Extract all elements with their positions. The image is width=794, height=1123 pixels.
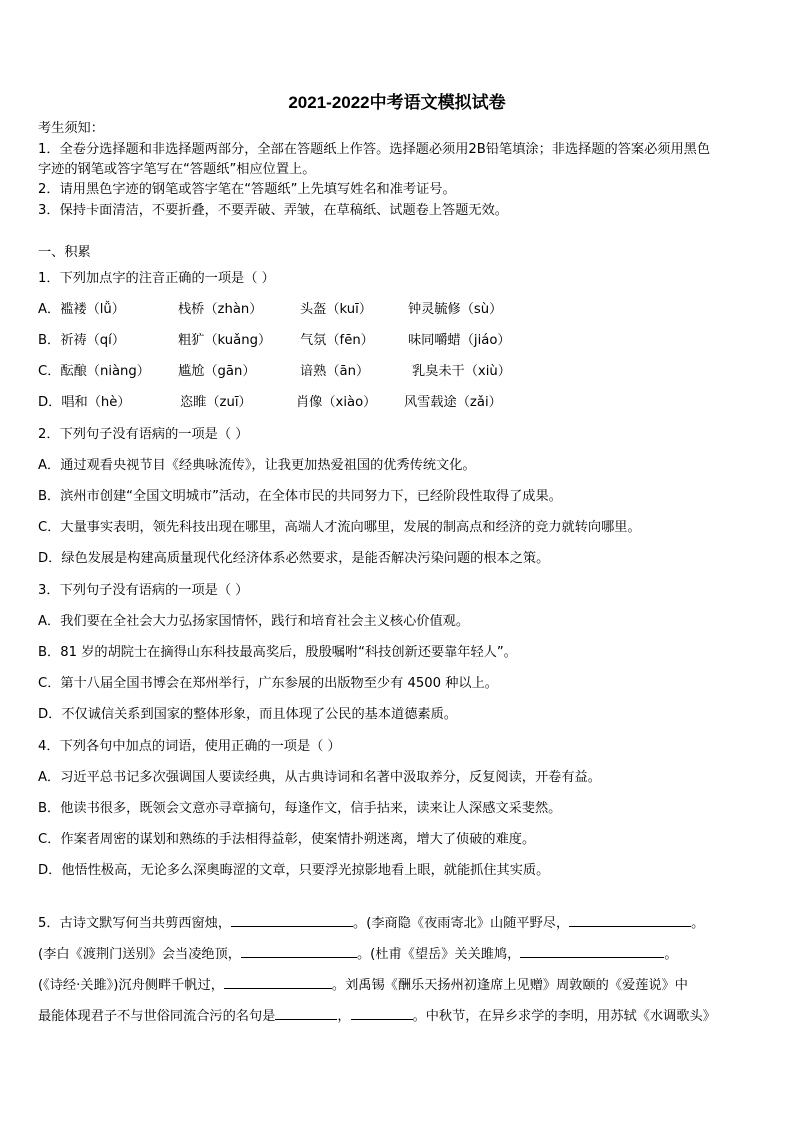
q1-option-c-4: 乳臭未干（xiù） <box>412 364 511 379</box>
q5-text: 。刘禹锡《酬乐天扬州初逢席上见赠》周敦颐的《爱莲说》中 <box>331 978 688 993</box>
q2-stem: 2．下列句子没有语病的一项是（ ） <box>38 427 249 442</box>
q5-text: 最能体现君子不与世俗同流合污的名句是 <box>38 1009 276 1024</box>
q2-option-a: A．通过观看央视节目《经典咏流传》，让我更加热爱祖国的优秀传统文化。 <box>38 458 476 473</box>
q4-option-d: D．他悟性极高，无论多么深奥晦涩的文章，只要浮光掠影地看上眼，就能抓住其实质。 <box>38 863 550 878</box>
q5-line-2 <box>38 945 678 964</box>
q1-stem: 1．下列加点字的注音正确的一项是（ ） <box>38 271 275 286</box>
answer-blank[interactable] <box>224 976 332 989</box>
answer-blank[interactable] <box>569 914 691 927</box>
q4-stem: 4．下列各句中加点的词语，使用正确的一项是（ ） <box>38 739 341 754</box>
q1-option-a-3: 头盔（kuī） <box>300 302 373 317</box>
q1-option-c-1: C．酝酿（niàng） <box>38 364 150 379</box>
q5-line-1 <box>38 914 704 933</box>
notice-item-1-line-2: 字迹的钢笔或答字笔写在“答题纸”相应位置上。 <box>38 162 316 177</box>
notice-item-2: 2．请用黑色字迹的钢笔或答字笔在“答题纸”上先填写姓名和准考证号。 <box>38 182 456 197</box>
q3-option-a: A．我们要在全社会大力弘扬家国情怀，践行和培育社会主义核心价值观。 <box>38 614 470 629</box>
q1-option-b-1: B．祈祷（qí） <box>38 333 126 348</box>
q1-option-a-2: 栈桥（zhàn） <box>178 302 263 317</box>
q5-line-4 <box>38 1007 716 1026</box>
q5-line-3 <box>38 976 688 995</box>
q1-option-a-1: A．褴褛（lǚ） <box>38 302 125 317</box>
q1-option-d-3: 肖像（xiào） <box>296 395 377 410</box>
answer-blank[interactable] <box>231 914 353 927</box>
notice-heading: 考生须知： <box>38 121 104 136</box>
q3-option-c: C．第十八届全国书博会在郑州举行，广东参展的出版物至少有 4500 种以上。 <box>38 676 498 691</box>
q1-option-d-1: D．唱和（hè） <box>38 395 131 410</box>
q3-option-d: D．不仅诚信关系到国家的整体形象，而且体现了公民的基本道德素质。 <box>38 707 457 722</box>
section-heading: 一、积累 <box>38 245 91 260</box>
q2-option-c: C．大量事实表明，领先科技出现在哪里，高端人才流向哪里，发展的制高点和经济的竞力就转向哪里。 <box>38 520 641 535</box>
notice-item-3: 3．保持卡面清洁，不要折叠，不要弄破、弄皱，在草稿纸、试题卷上答题无效。 <box>38 203 508 218</box>
q5-text: 。 <box>691 916 705 931</box>
q1-option-b-3: 气氛（fēn） <box>300 333 374 348</box>
q5-text: 。中秋节，在异乡求学的李明，用苏轼《水调歌头》 <box>412 1009 716 1024</box>
q5-text: 5．古诗文默写何当共剪西窗烛， <box>38 916 232 931</box>
q4-option-b: B．他读书很多，既领会文意亦寻章摘句，每逢作文，信手拈来，读来让人深感文采斐然。 <box>38 801 562 816</box>
notice-item-1-line-1: 1．全卷分选择题和非选择题两部分，全部在答题纸上作答。选择题必须用2B铅笔填涂；非选择题的答案必须用黑色 <box>38 142 711 157</box>
q5-text: 。 <box>664 947 678 962</box>
q1-option-d-4: 风雪载途（zǎi） <box>404 395 502 410</box>
q5-text: ， <box>337 1009 351 1024</box>
q1-option-d-2: 恣睢（zuī） <box>180 395 252 410</box>
q4-option-c: C．作案者周密的谋划和熟练的手法相得益彰，使案情扑朔迷离，增大了侦破的难度。 <box>38 832 536 847</box>
q2-option-d: D．绿色发展是构建高质量现代化经济体系必然要求，是能否解决污染问题的根本之策。 <box>38 551 550 566</box>
q5-text: 。(杜甫《望岳》关关雎鸠， <box>356 947 521 962</box>
answer-blank[interactable] <box>275 1007 337 1020</box>
answer-blank[interactable] <box>351 1007 413 1020</box>
q5-text: 。(李商隐《夜雨寄北》山随平野尽， <box>353 916 570 931</box>
q1-option-c-2: 尴尬（gān） <box>178 364 256 379</box>
q4-option-a: A．习近平总书记多次强调国人要读经典，从古典诗词和名著中汲取养分，反复阅读，开卷有益。 <box>38 770 601 785</box>
q2-option-b: B．滨州市创建“全国文明城市”活动，在全体市民的共同努力下，已经阶段性取得了成果。 <box>38 489 562 504</box>
q5-text: (《诗经·关雎》)沉舟侧畔千帆过， <box>38 978 224 993</box>
q1-option-c-3: 谙熟（ān） <box>300 364 370 379</box>
answer-blank[interactable] <box>241 945 357 958</box>
q5-text: (李白《渡荆门送别》会当凌绝顶， <box>38 947 241 962</box>
q1-option-b-4: 味同嚼蜡（jiáo） <box>408 333 511 348</box>
answer-blank[interactable] <box>520 945 664 958</box>
exam-title: 2021-2022中考语文模拟试卷 <box>288 93 506 112</box>
q1-option-b-2: 粗犷（kuǎng） <box>178 333 272 348</box>
q3-stem: 3．下列句子没有语病的一项是（ ） <box>38 583 249 598</box>
q3-option-b: B．81 岁的胡院士在摘得山东科技最高奖后，殷殷嘱咐“科技创新还要靠年轻人”。 <box>38 645 517 660</box>
q1-option-a-4: 钟灵毓修（sù） <box>408 302 503 317</box>
